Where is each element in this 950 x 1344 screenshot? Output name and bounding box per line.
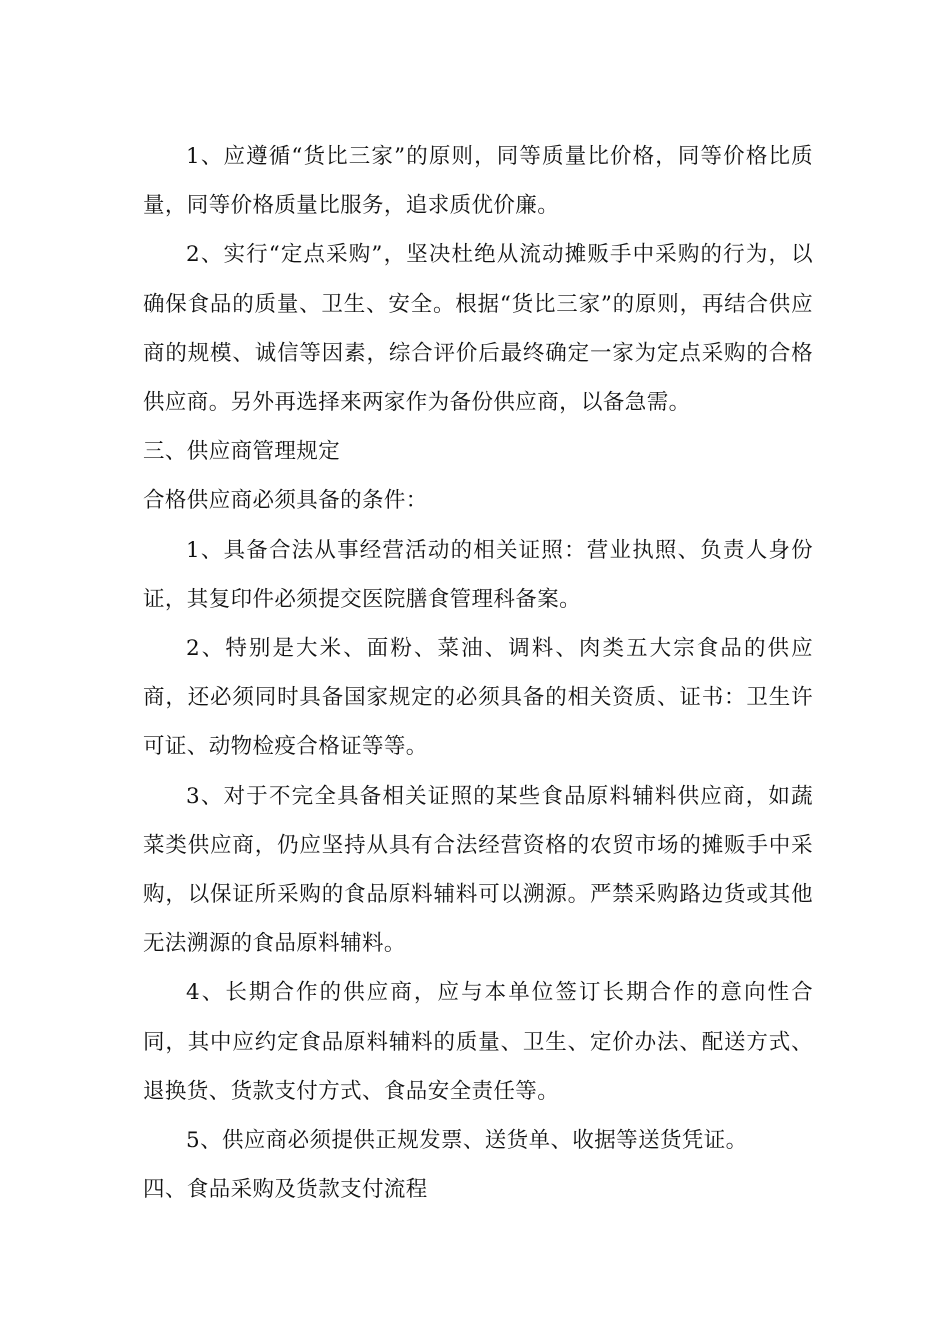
paragraph-principle-1: 1、应遵循“货比三家”的原则，同等质量比价格，同等价格比质量，同等价格质量比服务，追求质优价廉。 [143, 144, 813, 219]
paragraph-condition-4: 4、长期合作的供应商，应与本单位签订长期合作的意向性合同，其中应约定食品原料辅料的质量、卫生、定价办法、配送方式、退换货、货款支付方式、食品安全责任等。 [143, 980, 813, 1104]
section-heading-supplier-management: 三、供应商管理规定 [143, 439, 341, 465]
paragraph-condition-3: 3、对于不完全具备相关证照的某些食品原料辅料供应商，如蔬菜类供应商，仍应坚持从具有合法经营资格的农贸市场的摊贩手中采购，以保证所采购的食品原料辅料可以溯源。严禁采购路边货或其他无法溯源的食品原料辅料。 [143, 783, 813, 957]
document-body [143, 132, 813, 1214]
paragraph-condition-2: 2、特别是大米、面粉、菜油、调料、肉类五大宗食品的供应商，还必须同时具备国家规定的必须具备的相关资质、证书：卫生许可证、动物检疫合格证等等。 [143, 636, 813, 760]
paragraph-qualified-supplier-conditions: 合格供应商必须具备的条件： [143, 488, 428, 514]
paragraph-principle-2: 2、实行“定点采购”，坚决杜绝从流动摊贩手中采购的行为，以确保食品的质量、卫生、安全。根据“货比三家”的原则，再结合供应商的规模、诚信等因素，综合评价后最终确定一家为定点采购的合格供应商。另外再选择来两家作为备份供应商，以备急需。 [143, 242, 813, 416]
paragraph-condition-1: 1、具备合法从事经营活动的相关证照：营业执照、负责人身份证，其复印件必须提交医院膳食管理科备案。 [143, 537, 813, 612]
paragraph-condition-5: 5、供应商必须提供正规发票、送货单、收据等送货凭证。 [186, 1128, 748, 1154]
section-heading-procurement-payment: 四、食品采购及货款支付流程 [143, 1177, 428, 1203]
